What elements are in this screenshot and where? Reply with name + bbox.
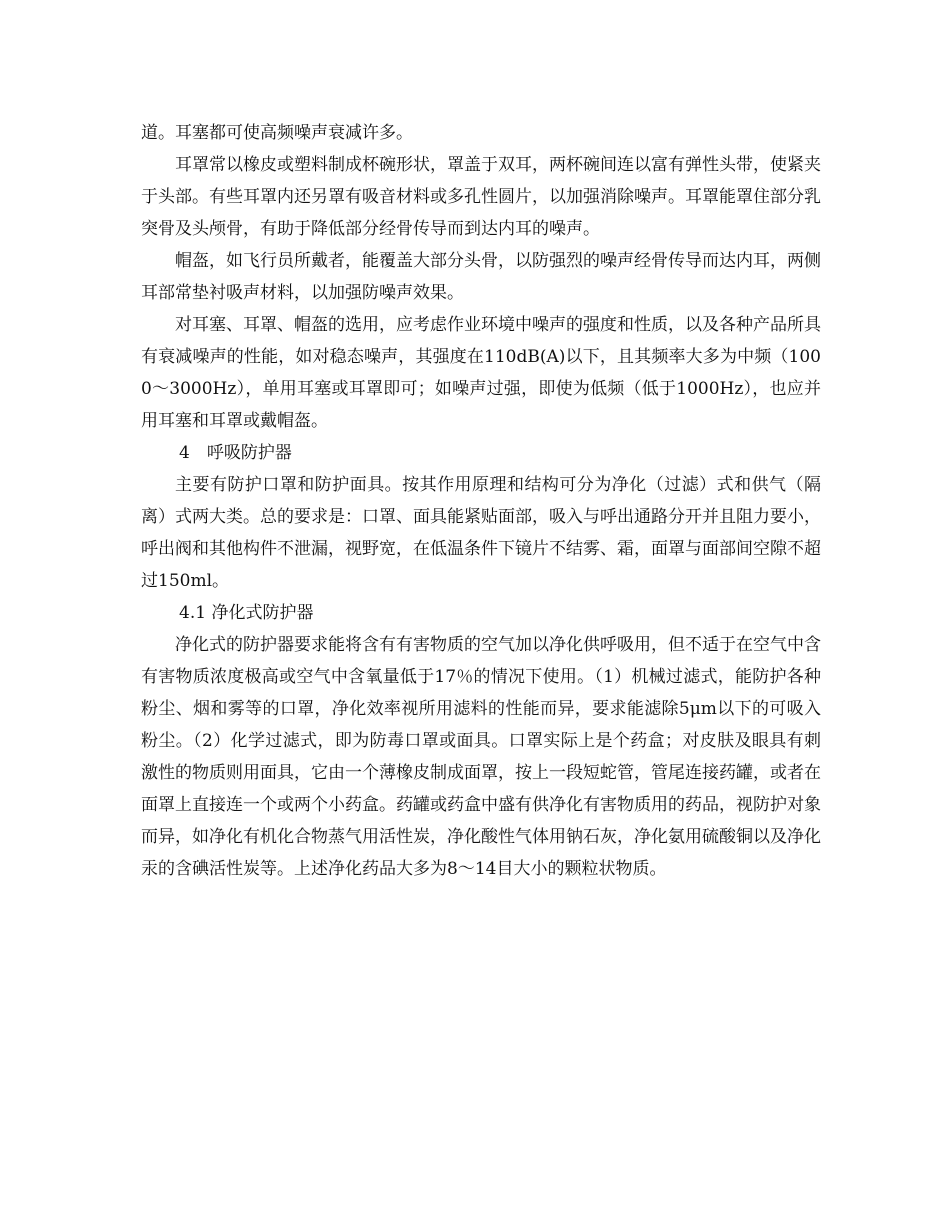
paragraph-purifying: 净化式的防护器要求能将含有有害物质的空气加以净化供呼吸用，但不适于在空气中含有害物质浓度极高或空气中含氧量低于17％的情况下使用。（1）机械过滤式，能防护各种粉尘、烟和雾等的口罩，净化效率视所用滤料的性能而异，要求能滤除5μm以下的可吸入粉尘。（2）化学过滤式，即为防毒口罩或面具。口罩实际上是个药盒；对皮肤及眼具有刺激性的物质则用面具，它由一个薄橡皮制成面罩，按上一段短蛇管，管尾连接药罐，或者在面罩上直接连一个或两个小药盒。药罐或药盒中盛有供净化有害物质用的药品，视防护对象而异，如净化有机化合物蒸气用活性炭，净化酸性气体用钠石灰，净化氨用硫酸铜以及净化汞的含碘活性炭等。上述净化药品大多为8～14目大小的颗粒状物质。 (141, 635, 821, 879)
section-heading-respirator: 4 呼吸防护器 (179, 443, 292, 463)
paragraph-selection: 对耳塞、耳罩、帽盔的选用，应考虑作业环境中噪声的强度和性质，以及各种产品所具有衰减噪声的性能，如对稳态噪声，其强度在110dB(A)以下，且其频率大多为中频（1000～3000Hz），单用耳塞或耳罩即可；如噪声过强，即使为低频（低于1000Hz），也应并用耳塞和耳罩或戴帽盔。 (141, 315, 821, 431)
paragraph-earmuffs: 耳罩常以橡皮或塑料制成杯碗形状，罩盖于双耳，两杯碗间连以富有弹性头带，使紧夹于头部。有些耳罩内还另罩有吸音材料或多孔性圆片，以加强消除噪声。耳罩能罩住部分乳突骨及头颅骨，有助于降低部分经骨传导而到达内耳的噪声。 (141, 155, 821, 239)
paragraph-continuation: 道。耳塞都可使高频噪声衰减许多。 (141, 123, 413, 143)
section-heading-purifying: 4.1 净化式防护器 (179, 603, 314, 623)
document-body (141, 117, 821, 885)
paragraph-respirator: 主要有防护口罩和防护面具。按其作用原理和结构可分为净化（过滤）式和供气（隔离）式两大类。总的要求是：口罩、面具能紧贴面部，吸入与呼出通路分开并且阻力要小，呼出阀和其他构件不泄漏，视野宽，在低温条件下镜片不结雾、霜，面罩与面部间空隙不超过150ml。 (141, 475, 821, 591)
paragraph-helmet: 帽盔，如飞行员所戴者，能覆盖大部分头骨，以防强烈的噪声经骨传导而达内耳，两侧耳部常垫衬吸声材料，以加强防噪声效果。 (141, 251, 821, 303)
